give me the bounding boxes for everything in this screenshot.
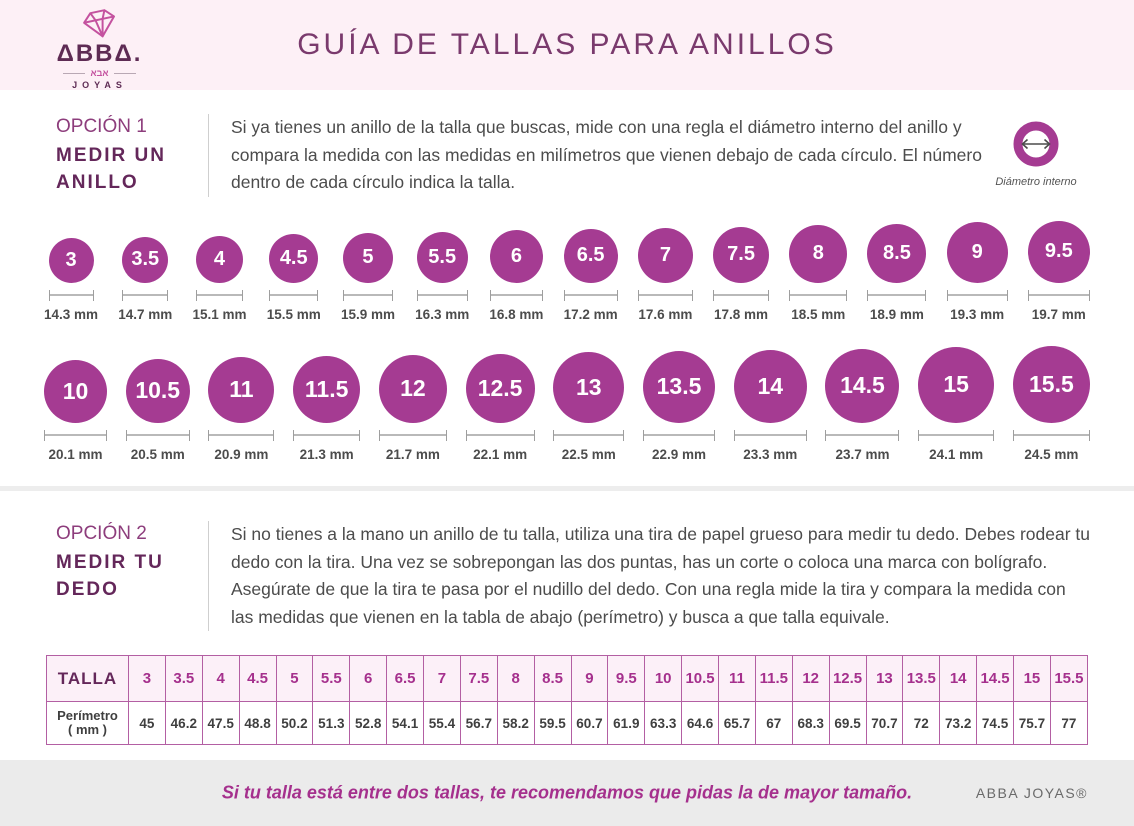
size-cell: 4.5 [239, 656, 276, 702]
ring-size-label: 13.5 [656, 373, 702, 400]
section-divider [0, 486, 1134, 491]
ring-item [564, 229, 618, 322]
diameter-value: 18.9 mm [869, 306, 924, 322]
perimeter-cell: 70.7 [866, 702, 903, 745]
ring-size-label: 12 [400, 375, 426, 402]
diameter-value: 16.8 mm [489, 306, 544, 322]
diameter-value: 23.3 mm [743, 446, 798, 462]
ring-item [489, 230, 543, 322]
ring-item [379, 355, 447, 462]
brand-hebrew: אבא [90, 68, 109, 78]
ring-item [553, 352, 624, 462]
diameter-value: 17.6 mm [638, 306, 693, 322]
ring-size-label: 11 [229, 376, 254, 403]
diameter-ruler [293, 430, 360, 441]
ring-size-label: 3.5 [131, 248, 160, 271]
diameter-ruler [343, 290, 393, 301]
size-cell: 12 [792, 656, 829, 702]
ring-size-label: 4 [213, 247, 226, 270]
ring-item [713, 227, 769, 322]
perimeter-cell: 60.7 [571, 702, 608, 745]
perimeter-cell: 72 [903, 702, 940, 745]
hebrew-divider-right [114, 73, 136, 74]
ring-item [638, 228, 693, 322]
ring-item [867, 224, 926, 322]
ring-size-label: 10 [62, 377, 89, 404]
ring-row-1 [44, 221, 1090, 322]
ring-circle [553, 352, 624, 423]
option2-kicker: OPCIÓN 2 [56, 522, 147, 544]
option1-label [56, 114, 208, 197]
ring-circle [44, 360, 107, 423]
ring-size-label: 7.5 [727, 243, 755, 266]
ring-circle [466, 354, 535, 423]
brand-sub: JOYAS [72, 80, 127, 90]
size-table [46, 655, 1088, 745]
ring-size-label: 5 [362, 246, 374, 269]
perimeter-cell: 77 [1050, 702, 1087, 745]
size-cell: 10.5 [682, 656, 719, 702]
ring-circle [867, 224, 926, 283]
perimeter-header-line2: ( mm ) [68, 722, 107, 738]
ring-size-label: 3 [65, 248, 77, 271]
ring-circle [734, 350, 807, 423]
option2-description: Si no tienes a la mano un anillo de tu talla, utiliza una tira de papel grueso para medir tu dedo. Debes rodear tu dedo con la tira. Una vez se sobrepongan las dos puntas, has un corte o coloca una marca con bolígrafo. Asegúrate de que la tira te pasa por el nudillo del dedo. Con una regla mide la tira y compara la medida con las medidas que vienen en la tabla de abajo (perímetro) y busca a que talla equivale. [208, 521, 1090, 632]
diameter-ruler [1028, 290, 1090, 301]
size-cell: 11 [719, 656, 756, 702]
perimeter-cell: 54.1 [387, 702, 424, 745]
ring-item [126, 359, 190, 462]
perimeter-cell: 51.3 [313, 702, 350, 745]
size-cell: 6.5 [387, 656, 424, 702]
perimeter-cell: 45 [129, 702, 166, 745]
ring-circle [1028, 221, 1090, 283]
ring-size-label: 15.5 [1029, 370, 1074, 397]
diameter-value: 15.9 mm [340, 306, 395, 322]
brand-wordmark: ΔBBΔ. [56, 40, 143, 67]
diameter-ruler [734, 430, 807, 441]
diameter-value: 19.7 mm [1031, 306, 1086, 322]
ring-size-label: 6 [510, 244, 522, 267]
ring-item [44, 360, 107, 462]
ring-size-label: 12.5 [477, 374, 523, 401]
ring-item [341, 233, 395, 322]
brand-logo [42, 8, 157, 90]
diameter-value: 20.1 mm [48, 446, 103, 462]
ring-circle [1013, 346, 1090, 423]
diameter-ruler [789, 290, 847, 301]
diameter-ruler [825, 430, 899, 441]
size-cell: 7.5 [460, 656, 497, 702]
diameter-value: 14.7 mm [118, 306, 173, 322]
diameter-ruler [44, 430, 107, 441]
size-cell: 10 [645, 656, 682, 702]
ring-item [1013, 346, 1090, 462]
diameter-ruler [269, 290, 318, 301]
ring-circle [490, 230, 543, 283]
ring-circle [208, 357, 274, 423]
ring-size-label: 13 [576, 373, 602, 400]
option1-section [56, 114, 1090, 197]
ring-item [208, 357, 274, 462]
perimeter-cell: 64.6 [682, 702, 719, 745]
option1-heading: MEDIR UN ANILLO [56, 145, 166, 193]
ring-item [267, 234, 321, 322]
perimeter-header-line1: Perímetro [57, 707, 118, 723]
perimeter-cell: 65.7 [719, 702, 756, 745]
perimeter-cell: 46.2 [165, 702, 202, 745]
size-cell: 6 [350, 656, 387, 702]
size-cell: 3 [129, 656, 166, 702]
ring-circle [343, 233, 393, 283]
ring-size-label: 15 [943, 371, 969, 398]
ring-circle [643, 351, 715, 423]
footer [0, 760, 1134, 826]
ring-item [118, 237, 172, 322]
ring-circle [564, 229, 618, 283]
perimeter-cell: 63.3 [645, 702, 682, 745]
talla-row [47, 656, 1088, 702]
perimeter-cell: 68.3 [792, 702, 829, 745]
size-cell: 13 [866, 656, 903, 702]
perimeter-cell: 61.9 [608, 702, 645, 745]
option2-label [56, 521, 208, 632]
ring-item [415, 232, 469, 322]
size-cell: 5 [276, 656, 313, 702]
size-cell: 7 [424, 656, 461, 702]
ring-item [734, 350, 807, 462]
ring-circle [379, 355, 447, 423]
diameter-ruler [126, 430, 190, 441]
diameter-ruler [553, 430, 624, 441]
diameter-ruler [196, 290, 243, 301]
ring-circle [293, 356, 360, 423]
diameter-ruler [208, 430, 274, 441]
gem-icon [42, 8, 157, 44]
footer-brand: ABBA JOYAS® [975, 785, 1088, 801]
diameter-value: 20.5 mm [130, 446, 185, 462]
option2-section [56, 521, 1090, 632]
diameter-caption: Diámetro interno [995, 176, 1077, 188]
size-cell: 15 [1014, 656, 1051, 702]
diameter-value: 15.5 mm [266, 306, 321, 322]
page-title: GUÍA DE TALLAS PARA ANILLOS [297, 28, 837, 61]
diameter-ruler [466, 430, 535, 441]
diameter-value: 16.3 mm [415, 306, 470, 322]
ring-circle [49, 238, 94, 283]
talla-header-cell: TALLA [47, 656, 129, 702]
diameter-value: 15.1 mm [192, 306, 247, 322]
diameter-value: 17.8 mm [714, 306, 769, 322]
option2-heading: MEDIR TU DEDO [56, 551, 164, 600]
diameter-value: 22.5 mm [561, 446, 616, 462]
perimeter-cell: 59.5 [534, 702, 571, 745]
perimeter-cell: 67 [755, 702, 792, 745]
perimeter-cell: 50.2 [276, 702, 313, 745]
diameter-value: 14.3 mm [44, 306, 99, 322]
ring-item [293, 356, 360, 462]
diameter-ruler [564, 290, 618, 301]
ring-size-label: 14 [757, 372, 784, 399]
size-cell: 3.5 [165, 656, 202, 702]
size-cell: 15.5 [1050, 656, 1087, 702]
size-cell: 11.5 [755, 656, 792, 702]
perimeter-cell: 58.2 [497, 702, 534, 745]
diameter-value: 21.3 mm [299, 446, 354, 462]
ring-circle [638, 228, 693, 283]
ring-item [825, 349, 899, 462]
diameter-value: 20.9 mm [214, 446, 269, 462]
ring-size-label: 8.5 [883, 241, 911, 264]
diameter-ruler [49, 290, 94, 301]
diameter-ruler [417, 290, 468, 301]
ring-item [643, 351, 715, 462]
diameter-diagram [982, 114, 1090, 197]
diameter-ruler [918, 430, 994, 441]
diameter-ruler [1013, 430, 1090, 441]
diameter-ruler [713, 290, 769, 301]
ring-item [192, 236, 246, 322]
ring-size-label: 9.5 [1044, 240, 1073, 263]
ring-size-label: 7 [659, 243, 671, 266]
size-cell: 9.5 [608, 656, 645, 702]
ring-item [947, 222, 1008, 322]
ring-circle [196, 236, 243, 283]
ring-size-label: 5.5 [428, 245, 457, 268]
brand-hebrew-row [42, 68, 157, 78]
diameter-value: 23.7 mm [835, 446, 890, 462]
diameter-ruler [490, 290, 543, 301]
perimeter-cell: 56.7 [460, 702, 497, 745]
perimeter-cell: 69.5 [829, 702, 866, 745]
perimeter-cell: 52.8 [350, 702, 387, 745]
ring-item [789, 225, 847, 322]
ring-circle [417, 232, 468, 283]
option1-description: Si ya tienes un anillo de la talla que buscas, mide con una regla el diámetro interno del anillo y compara la medida con las medidas en milímetros que vienen debajo de cada círculo. El número dentro de cada círculo indica la talla. [208, 114, 982, 197]
size-cell: 13.5 [903, 656, 940, 702]
ring-size-label: 6.5 [576, 244, 605, 267]
footer-note: Si tu talla está entre dos tallas, te recomendamos que pidas la de mayor tamaño. [221, 782, 913, 803]
ring-circle [269, 234, 318, 283]
perimeter-cell: 74.5 [977, 702, 1014, 745]
perimeter-row [47, 702, 1088, 745]
ring-circle [126, 359, 190, 423]
ring-circle [122, 237, 168, 283]
diameter-value: 17.2 mm [563, 306, 618, 322]
size-cell: 4 [202, 656, 239, 702]
ring-size-label: 11.5 [304, 375, 349, 402]
diameter-ruler [947, 290, 1008, 301]
size-cell: 8 [497, 656, 534, 702]
option1-kicker: OPCIÓN 1 [56, 116, 147, 137]
diameter-value: 24.5 mm [1024, 446, 1079, 462]
perimeter-header-cell [47, 702, 129, 745]
perimeter-cell: 48.8 [239, 702, 276, 745]
ring-row-2 [44, 346, 1090, 462]
diameter-value: 22.9 mm [652, 446, 707, 462]
ring-circle [789, 225, 847, 283]
hebrew-divider-left [63, 73, 85, 74]
diameter-value: 24.1 mm [929, 446, 984, 462]
ring-item [44, 238, 98, 322]
diameter-value: 18.5 mm [791, 306, 846, 322]
ring-size-label: 14.5 [840, 372, 885, 399]
ring-size-label: 10.5 [135, 377, 181, 404]
diameter-ruler [122, 290, 168, 301]
ring-diameter-icon [1012, 155, 1060, 172]
size-cell: 14 [940, 656, 977, 702]
ring-circle [713, 227, 769, 283]
ring-item [1028, 221, 1090, 322]
header [0, 0, 1134, 90]
size-cell: 12.5 [829, 656, 866, 702]
size-cell: 5.5 [313, 656, 350, 702]
size-cell: 14.5 [977, 656, 1014, 702]
ring-size-label: 9 [971, 240, 983, 263]
ring-size-label: 8 [812, 242, 824, 265]
diameter-ruler [643, 430, 715, 441]
ring-item [466, 354, 535, 462]
perimeter-cell: 47.5 [202, 702, 239, 745]
ring-size-label: 4.5 [279, 246, 308, 269]
perimeter-cell: 73.2 [940, 702, 977, 745]
diameter-value: 21.7 mm [385, 446, 440, 462]
perimeter-cell: 55.4 [424, 702, 461, 745]
perimeter-cell: 75.7 [1014, 702, 1051, 745]
diameter-value: 19.3 mm [950, 306, 1005, 322]
size-cell: 9 [571, 656, 608, 702]
size-cell: 8.5 [534, 656, 571, 702]
ring-circle [918, 347, 994, 423]
diameter-value: 22.1 mm [473, 446, 528, 462]
ring-item [918, 347, 994, 462]
diameter-ruler [379, 430, 447, 441]
ring-circle [947, 222, 1008, 283]
diameter-ruler [638, 290, 693, 301]
diameter-ruler [867, 290, 926, 301]
ring-circle [825, 349, 899, 423]
